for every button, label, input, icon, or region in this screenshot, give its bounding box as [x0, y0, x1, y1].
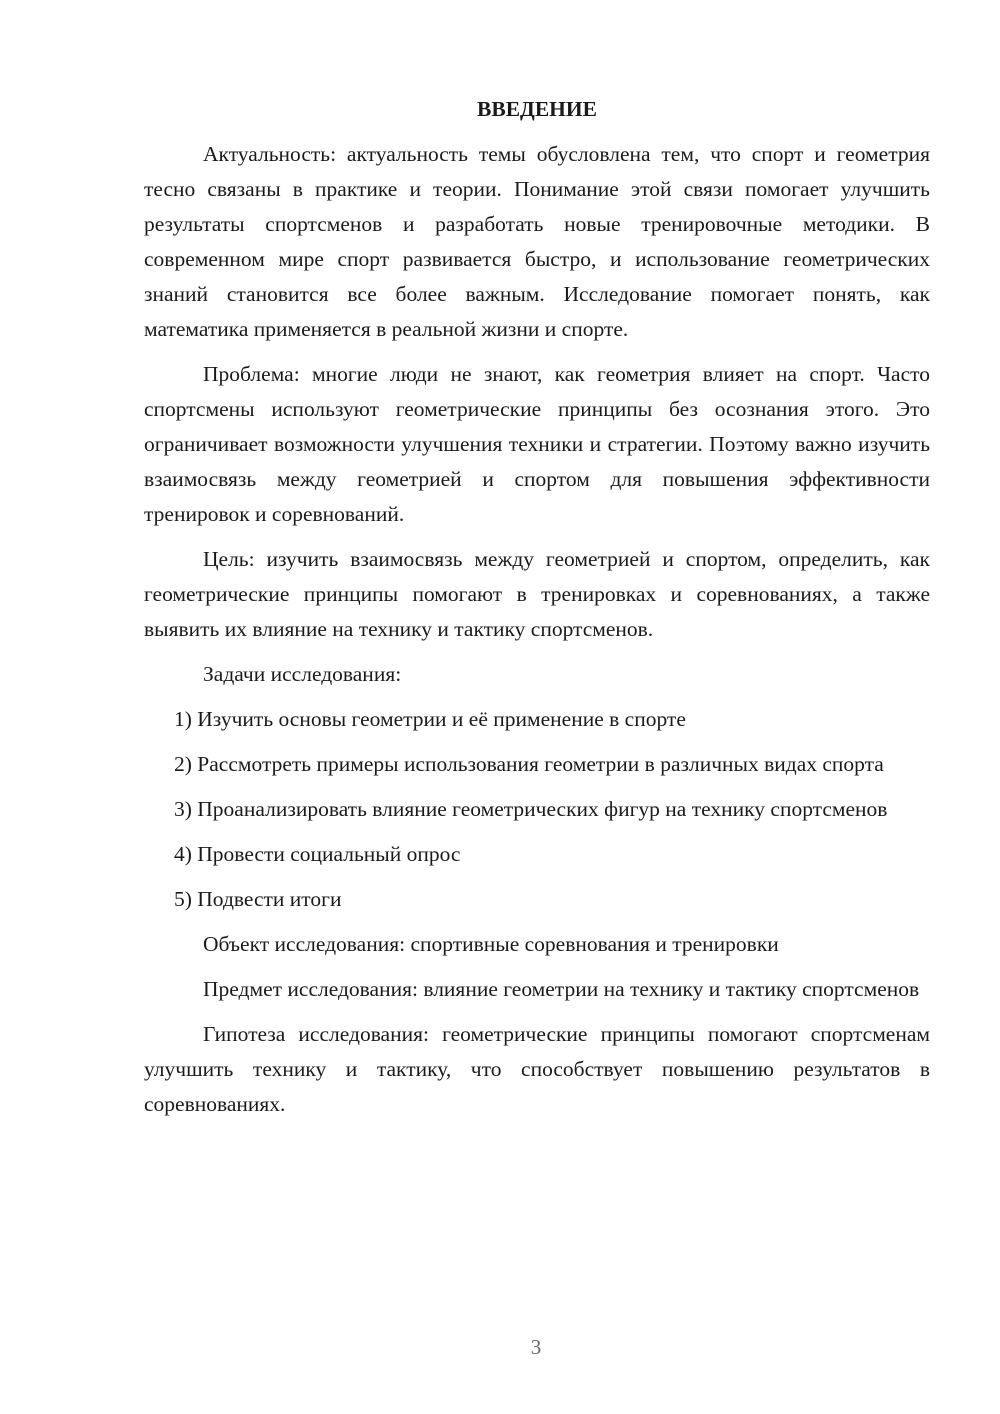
- paragraph-goal: Цель: изучить взаимосвязь между геометрией и спортом, определить, как геометрические принципы помогают в тренировках и соревнованиях, а также выявить их влияние на технику и тактику спортсменов.: [144, 547, 930, 641]
- task-item-3: 3) Проанализировать влияние геометрических фигур на технику спортсменов: [174, 797, 888, 821]
- task-item-2: 2) Рассмотреть примеры использования геометрии в различных видах спорта: [174, 752, 884, 776]
- task-item-1: 1) Изучить основы геометрии и её применение в спорте: [174, 707, 686, 731]
- tasks-heading: Задачи исследования:: [203, 662, 402, 686]
- task-item-5: 5) Подвести итоги: [174, 887, 342, 911]
- page-number: 3: [530, 1335, 542, 1359]
- paragraph-subject: Предмет исследования: влияние геометрии на технику и тактику спортсменов: [203, 977, 920, 1001]
- document-page: [144, 92, 930, 1132]
- paragraph-relevance: Актуальность: актуальность темы обусловлена тем, что спорт и геометрия тесно связаны в практике и теории. Понимание этой связи помогает улучшить результаты спортсменов и разработать новые тренировочные методики. В современном мире спорт развивается быстро, и использование геометрических знаний становится все более важным. Исследование помогает понять, как математика применяется в реальной жизни и спорте.: [144, 142, 930, 341]
- paragraph-hypothesis: Гипотеза исследования: геометрические принципы помогают спортсменам улучшить технику и тактику, что способствует повышению результатов в соревнованиях.: [144, 1022, 930, 1116]
- section-title: ВВЕДЕНИЕ: [477, 97, 597, 121]
- paragraph-object: Объект исследования: спортивные соревнования и тренировки: [203, 932, 779, 956]
- paragraph-problem: Проблема: многие люди не знают, как геометрия влияет на спорт. Часто спортсмены используют геометрические принципы без осознания этого. Это ограничивает возможности улучшения техники и стратегии. Поэтому важно изучить взаимосвязь между геометрией и спортом для повышения эффективности тренировок и соревнований.: [144, 362, 930, 526]
- task-item-4: 4) Провести социальный опрос: [174, 842, 461, 866]
